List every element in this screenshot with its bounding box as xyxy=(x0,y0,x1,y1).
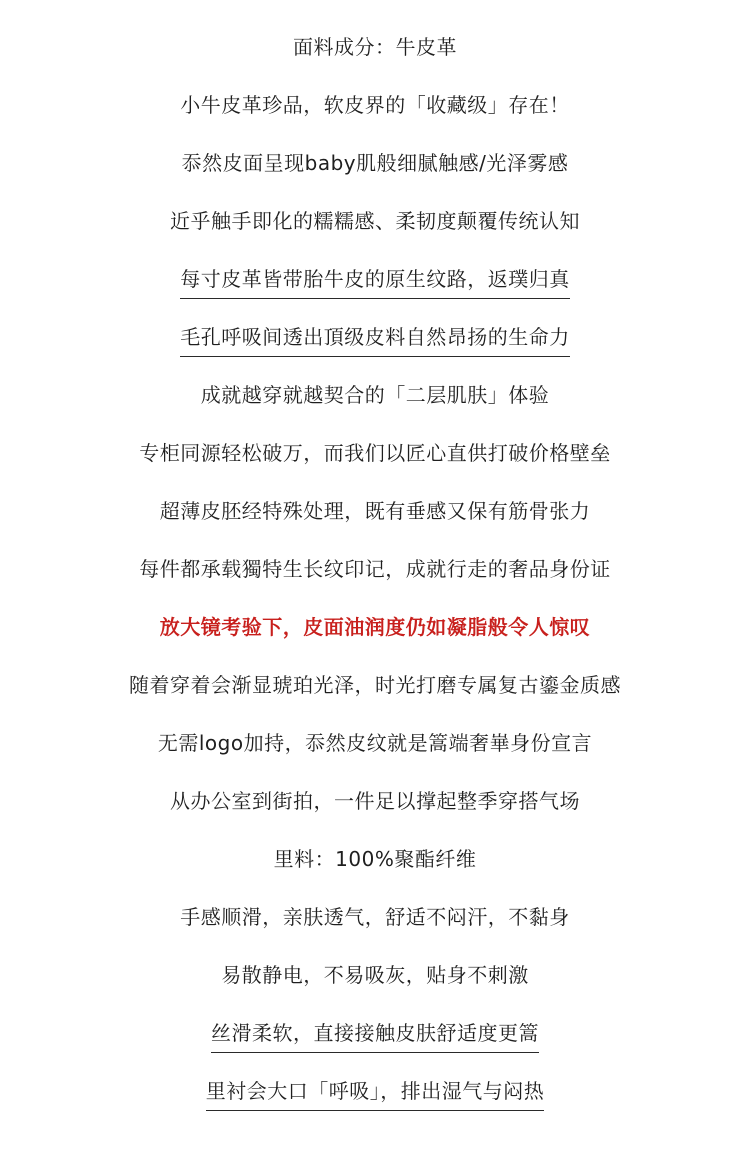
description-line: 无需logo加持，忝然皮纹就是篙端奢崋身份宣言 xyxy=(157,731,593,755)
description-line: 随着穿着会渐显琥珀光泽，时光打磨专属复古鎏金质感 xyxy=(129,673,621,697)
underlined-description-line: 里衬会大口「呼吸」，排出湿气与闷热 xyxy=(0,1077,750,1111)
description-line: 小牛皮革珍品，软皮界的「收藏级」存在！ xyxy=(180,93,570,117)
description-line: 超薄皮胚经特殊处理，既有垂感又保有筋骨张力 xyxy=(159,499,591,523)
description-line: 成就越穿就越契合的「二层肌肤」体验 xyxy=(200,383,550,407)
lining-composition-line: 里料：100%聚酯纤维 xyxy=(273,847,477,871)
highlight-description-line: 放大镜考验下，皮面油润度仍如凝脂般令人惊叹 xyxy=(159,615,591,639)
underlined-description-line: 丝滑柔软，直接接触皮肤舒适度更篙 xyxy=(0,1019,750,1053)
description-line: 专柜同源轻松破万，而我们以匠心直供打破价格壁垒 xyxy=(139,441,611,465)
description-line: 手感顺滑，亲肤透气，舒适不闷汗，不黏身 xyxy=(180,905,570,929)
description-line: 忝然皮面呈现baby肌般细腻触感/光泽雾感 xyxy=(181,151,569,175)
underlined-description-line: 毛孔呼吸间透出頂级皮料自然昂扬的生命力 xyxy=(0,323,750,357)
underlined-description-line: 每寸皮革皆带胎牛皮的原生纹路，返璞归真 xyxy=(0,265,750,299)
material-composition-line: 面料成分：牛皮革 xyxy=(293,35,457,59)
description-line: 从办公室到街拍，一件足以撑起整季穿搭气场 xyxy=(170,789,580,813)
description-line: 每件都承载獨特生长纹印记，成就行走的奢品身份证 xyxy=(139,557,611,581)
description-line: 易散静电，不易吸灰，贴身不刺激 xyxy=(221,963,529,987)
description-line: 近乎触手即化的糯糯感、柔韧度颠覆传统认知 xyxy=(170,209,580,233)
